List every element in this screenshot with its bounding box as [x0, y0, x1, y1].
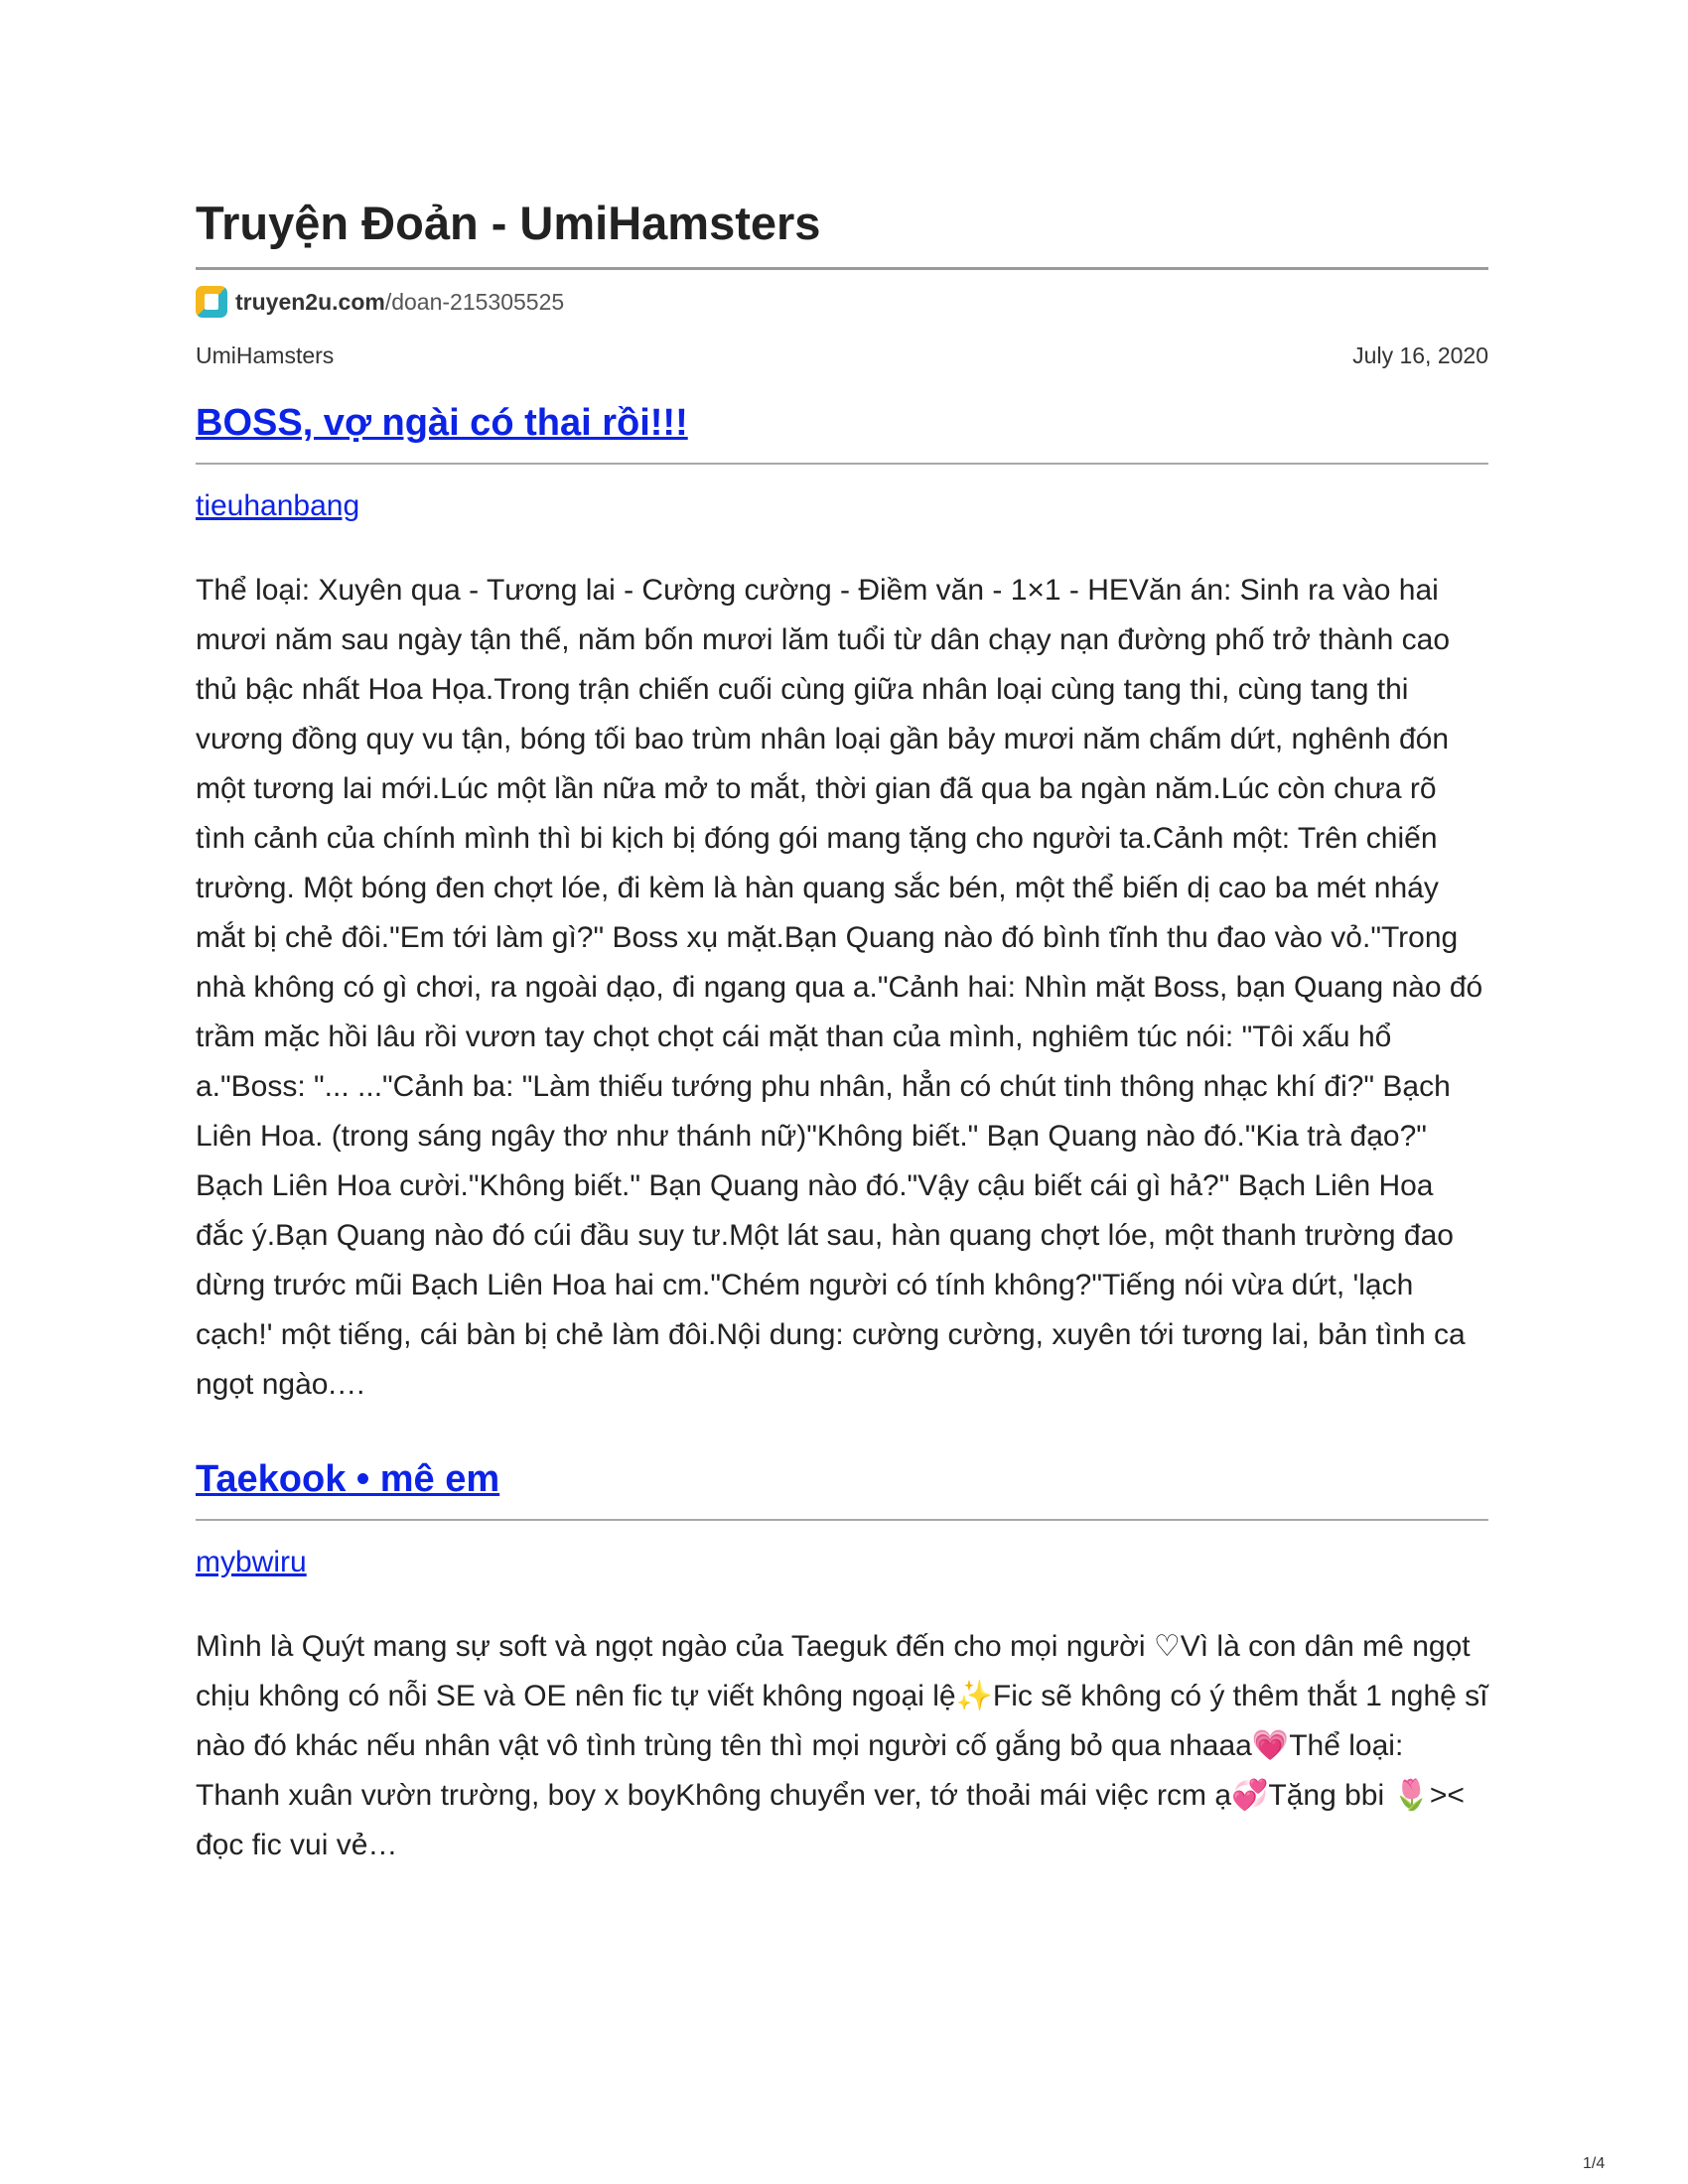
- meta-row: [196, 340, 1488, 371]
- story-item: [196, 397, 1488, 1410]
- document-title: Truyện Đoản - UmiHamsters: [196, 194, 1488, 270]
- page-number: 1/4: [1583, 2155, 1606, 2172]
- document-author: UmiHamsters: [196, 342, 335, 368]
- story-title-link[interactable]: Taekook • mê em: [196, 1453, 1488, 1521]
- source-path: /doan-215305525: [384, 288, 565, 315]
- story-item: [196, 1453, 1488, 1870]
- story-summary: Thể loại: Xuyên qua - Tương lai - Cường cường - Điềm văn - 1×1 - HEVăn án: Sinh ra vào hai mươi năm sau ngày tận thế, năm bốn mươi lăm tuổi từ dân chạy nạn đường phố trở thành cao thủ bậc nhất Hoa Họa.Trong trận chiến cuối cùng giữa nhân loại cùng tang thi, cùng tang thi vương đồng quy vu tận, bóng tối bao trùm nhân loại gần bảy mươi năm chấm dứt, nghênh đón một tương lai mới.Lúc một lần nữa mở to mắt, thời gian đã qua ba ngàn năm.Lúc còn chưa rõ tình cảnh của chính mình thì bi kịch bị đóng gói mang tặng cho người ta.Cảnh một: Trên chiến trường. Một bóng đen chợt lóe, đi kèm là hàn quang sắc bén, một thể biến dị cao ba mét nháy mắt bị chẻ đôi."Em tới làm gì?" Boss xụ mặt.Bạn Quang nào đó bình tĩnh thu đao vào vỏ."Trong nhà không có gì chơi, ra ngoài dạo, đi ngang qua a."Cảnh hai: Nhìn mặt Boss, bạn Quang nào đó trầm mặc hồi lâu rồi vươn tay chọt chọt cái mặt than của mình, nghiêm túc nói: "Tôi xấu hổ a."Boss: "... ..."Cảnh ba: "Làm thiếu tướng phu nhân, hẳn có chút tinh thông nhạc khí đi?" Bạch Liên Hoa. (trong sáng ngây thơ như thánh nữ)"Không biết." Bạn Quang nào đó."Kia trà đạo?" Bạch Liên Hoa cười."Không biết." Bạn Quang nào đó."Vậy cậu biết cái gì hả?" Bạch Liên Hoa đắc ý.Bạn Quang nào đó cúi đầu suy tư.Một lát sau, hàn quang chợt lóe, một thanh trường đao dừng trước mũi Bạch Liên Hoa hai cm."Chém người có tính không?"Tiếng nói vừa dứt, 'lạch cạch!' một tiếng, cái bàn bị chẻ làm đôi.Nội dung: cường cường, xuyên tới tương lai, bản tình ca ngọt ngào.…: [196, 574, 1483, 1401]
- story-author-link[interactable]: mybwiru: [196, 1546, 307, 1578]
- document-page: [196, 194, 1488, 1870]
- book-logo-icon: [196, 286, 227, 318]
- document-date: July 16, 2020: [1352, 342, 1488, 368]
- story-title-link[interactable]: BOSS, vợ ngài có thai rồi!!!: [196, 397, 1488, 465]
- story-summary: Mình là Quýt mang sự soft và ngọt ngào của Taeguk đến cho mọi người ♡Vì là con dân mê ngọt chịu không có nỗi SE và OE nên fic tự viết không ngoại lệ✨Fic sẽ không có ý thêm thắt 1 nghệ sĩ nào đó khác nếu nhân vật vô tình trùng tên thì mọi người cố gắng bỏ qua nhaaa💗Thể loại: Thanh xuân vườn trường, boy x boyKhông chuyển ver, tớ thoải mái việc rcm ạ💞Tặng bbi 🌷>< đọc fic vui vẻ…: [196, 1630, 1488, 1861]
- story-author-link[interactable]: tieuhanbang: [196, 489, 360, 522]
- source-domain: truyen2u.com: [235, 288, 385, 315]
- source-row: [196, 284, 1488, 320]
